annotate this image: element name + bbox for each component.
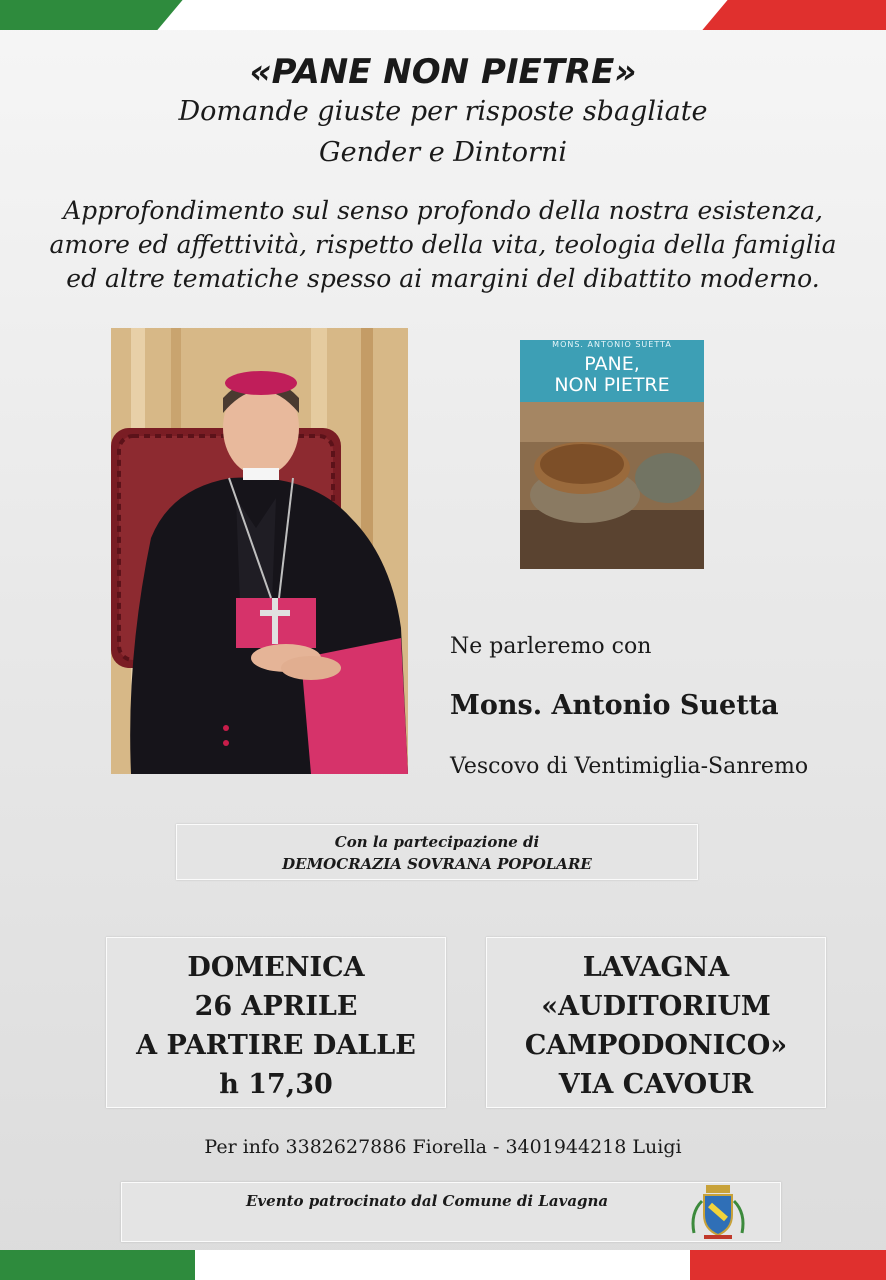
description-line: Approfondimento sul senso profondo della nostra esistenza,: [63, 196, 823, 225]
location-line: «AUDITORIUM: [541, 991, 771, 1022]
time-line: h 17,30: [219, 1069, 333, 1100]
italian-flag-top-band: [0, 0, 886, 30]
contact-info: Per info 3382627886 Fiorella - 3401944218 Luigi: [204, 1136, 682, 1158]
event-subtitle-2: Gender e Dintorni: [319, 137, 567, 168]
participation-organization: DEMOCRAZIA SOVRANA POPOLARE: [282, 855, 592, 873]
speaker-name: Mons. Antonio Suetta: [450, 690, 779, 721]
book-title: PANE, NON PIETRE: [554, 353, 670, 396]
location-line: CAMPODONICO»: [524, 1030, 788, 1061]
location-line: LAVAGNA: [582, 952, 730, 983]
date-line: A PARTIRE DALLE: [136, 1030, 416, 1061]
event-title: «PANE NON PIETRE»: [249, 52, 637, 92]
book-cover: [520, 340, 704, 569]
description-line: ed altre tematiche spesso ai margini del dibattito moderno.: [66, 264, 820, 293]
patronage-text: Evento patrocinato dal Comune di Lavagna: [246, 1192, 609, 1210]
municipal-crest-icon: [688, 1183, 748, 1241]
italian-flag-bottom-band: [0, 1250, 886, 1280]
speaker-intro: Ne parleremo con: [450, 634, 652, 659]
speaker-photo: [111, 328, 408, 774]
date-line: 26 APRILE: [194, 991, 358, 1022]
event-location-box: [486, 937, 826, 1108]
date-line: DOMENICA: [187, 952, 365, 983]
event-description: [10, 194, 876, 296]
book-author: MONS. ANTONIO SUETTA: [552, 340, 672, 349]
participation-label: Con la partecipazione di: [334, 833, 540, 851]
location-line: VIA CAVOUR: [558, 1069, 754, 1100]
event-subtitle: Domande giuste per risposte sbagliate: [178, 96, 708, 127]
description-line: amore ed affettività, rispetto della vita, teologia della famiglia: [49, 230, 837, 259]
speaker-role: Vescovo di Ventimiglia-Sanremo: [450, 754, 809, 779]
participation-box: [176, 824, 698, 880]
patronage-box: [121, 1182, 781, 1242]
event-date-box: [106, 937, 446, 1108]
